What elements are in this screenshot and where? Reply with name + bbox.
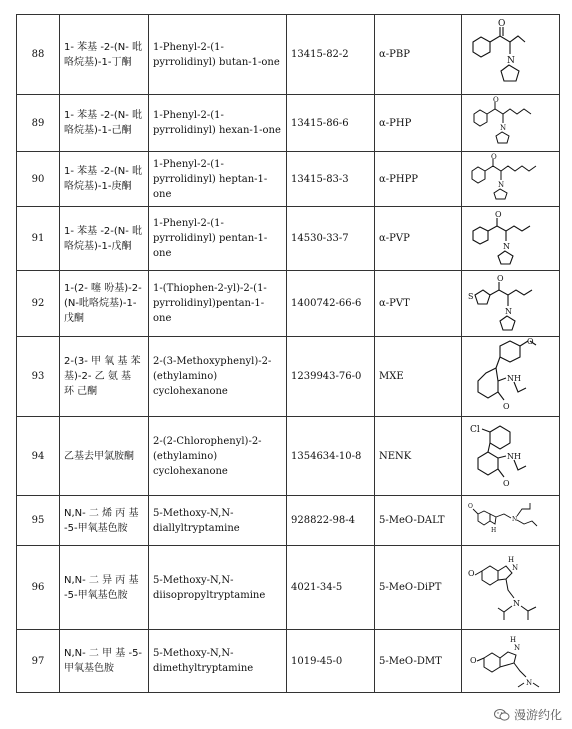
abbreviation: α-PVT	[375, 271, 462, 337]
structure-image	[466, 548, 558, 628]
row-number: 88	[17, 15, 60, 95]
row-number: 93	[17, 337, 60, 417]
chinese-name: 1- 苯基 -2-(N- 吡咯烷基)-1-丁酮	[60, 15, 149, 95]
svg-text:O: O	[468, 568, 475, 578]
table-row	[17, 417, 560, 496]
structure-image	[466, 96, 558, 150]
svg-text:N: N	[500, 124, 507, 132]
abbreviation: α-PBP	[375, 15, 462, 95]
structure-image	[466, 273, 558, 335]
row-number: 92	[17, 271, 60, 337]
abbreviation: NENK	[375, 417, 462, 496]
english-name: 5-Methoxy-N,N-diisopropyltryptamine	[149, 546, 287, 630]
abbreviation: α-PHP	[375, 95, 462, 152]
svg-text:NH: NH	[507, 373, 521, 383]
svg-text:N: N	[512, 515, 518, 523]
cas-number: 13415-82-2	[287, 15, 375, 95]
svg-text:N: N	[526, 679, 533, 687]
svg-text:O: O	[495, 209, 502, 219]
abbreviation: 5-MeO-DiPT	[375, 546, 462, 630]
english-name: 1-Phenyl-2-(1-pyrrolidinyl) pentan-1-one	[149, 207, 287, 271]
cas-number: 1239943-76-0	[287, 337, 375, 417]
english-name: 1-(Thiophen-2-yl)-2-(1-pyrrolidinyl)pentan-1-one	[149, 271, 287, 337]
watermark	[494, 706, 562, 723]
row-number: 94	[17, 417, 60, 496]
english-name: 5-Methoxy-N,N-dimethyltryptamine	[149, 630, 287, 693]
english-name: 2-(3-Methoxyphenyl)-2-(ethylamino) cyclohexanone	[149, 337, 287, 417]
svg-text:N: N	[513, 598, 520, 608]
svg-text:O: O	[470, 656, 477, 665]
svg-text:N: N	[498, 181, 505, 189]
row-number: 91	[17, 207, 60, 271]
cas-number: 1019-45-0	[287, 630, 375, 693]
chinese-name: 1-(2- 噻 吩基)-2-(N-吡咯烷基)-1-戊酮	[60, 271, 149, 337]
svg-text:N: N	[503, 241, 510, 251]
chinese-name: N,N- 二 烯 丙 基 -5-甲氧基色胺	[60, 496, 149, 546]
table-row	[17, 152, 560, 207]
table-row	[17, 546, 560, 630]
svg-text:O: O	[527, 337, 534, 346]
chinese-name: 1- 苯基 -2-(N- 吡咯烷基)-1-庚酮	[60, 152, 149, 207]
svg-text:N: N	[512, 563, 519, 572]
svg-text:H: H	[491, 526, 497, 534]
row-number: 95	[17, 496, 60, 546]
structure-image	[466, 418, 558, 495]
structure-image	[466, 338, 558, 416]
cas-number: 928822-98-4	[287, 496, 375, 546]
substance-table	[16, 14, 560, 693]
english-name: 1-Phenyl-2-(1-pyrrolidinyl) heptan-1-one	[149, 152, 287, 207]
watermark-text: 漫游约化	[513, 708, 562, 722]
chinese-name: N,N- 二 异 丙 基 -5-甲氧基色胺	[60, 546, 149, 630]
chinese-name: 乙基去甲氯胺酮	[60, 417, 149, 496]
table-row	[17, 337, 560, 417]
cas-number: 13415-83-3	[287, 152, 375, 207]
table-row	[17, 207, 560, 271]
svg-text:O: O	[491, 153, 497, 161]
table-row	[17, 496, 560, 546]
svg-text:O: O	[497, 273, 504, 283]
table-row	[17, 630, 560, 693]
row-number: 89	[17, 95, 60, 152]
svg-text:N: N	[514, 644, 521, 652]
svg-text:O: O	[503, 401, 510, 411]
english-name: 1-Phenyl-2-(1-pyrrolidinyl) butan-1-one	[149, 15, 287, 95]
chinese-name: 1- 苯基 -2-(N- 吡咯烷基)-1-己酮	[60, 95, 149, 152]
structure-image	[466, 209, 558, 269]
structure-image	[466, 497, 558, 545]
structure-image	[466, 153, 558, 205]
svg-text:NH: NH	[507, 451, 521, 461]
abbreviation: α-PHPP	[375, 152, 462, 207]
svg-text:Cl: Cl	[470, 424, 480, 435]
svg-text:O: O	[493, 96, 499, 104]
svg-text:O: O	[468, 502, 473, 510]
svg-text:H: H	[510, 636, 517, 644]
svg-text:H: H	[508, 555, 515, 564]
english-name: 1-Phenyl-2-(1-pyrrolidinyl) hexan-1-one	[149, 95, 287, 152]
english-name: 2-(2-Chlorophenyl)-2-(ethylamino) cyclohexanone	[149, 417, 287, 496]
abbreviation: α-PVP	[375, 207, 462, 271]
cas-number: 4021-34-5	[287, 546, 375, 630]
table-row	[17, 271, 560, 337]
cas-number: 1400742-66-6	[287, 271, 375, 337]
chinese-name: N,N- 二 甲 基 -5-甲氧基色胺	[60, 630, 149, 693]
abbreviation: MXE	[375, 337, 462, 417]
abbreviation: 5-MeO-DMT	[375, 630, 462, 693]
cas-number: 14530-33-7	[287, 207, 375, 271]
row-number: 97	[17, 630, 60, 693]
svg-text:O: O	[498, 18, 506, 29]
table-row	[17, 95, 560, 152]
cas-number: 1354634-10-8	[287, 417, 375, 496]
svg-text:S: S	[468, 291, 474, 301]
row-number: 96	[17, 546, 60, 630]
structure-image	[466, 18, 558, 92]
abbreviation: 5-MeO-DALT	[375, 496, 462, 546]
chinese-name: 1- 苯基 -2-(N- 吡咯烷基)-1-戊酮	[60, 207, 149, 271]
chinese-name: 2-(3- 甲 氧 基 苯 基)-2- 乙 氨 基 环 己酮	[60, 337, 149, 417]
structure-image	[466, 631, 558, 691]
svg-text:N: N	[507, 55, 515, 66]
svg-text:N: N	[505, 306, 512, 316]
row-number: 90	[17, 152, 60, 207]
cas-number: 13415-86-6	[287, 95, 375, 152]
wechat-icon	[494, 708, 510, 722]
table-row	[17, 15, 560, 95]
svg-text:O: O	[503, 478, 510, 488]
english-name: 5-Methoxy-N,N-diallyltryptamine	[149, 496, 287, 546]
